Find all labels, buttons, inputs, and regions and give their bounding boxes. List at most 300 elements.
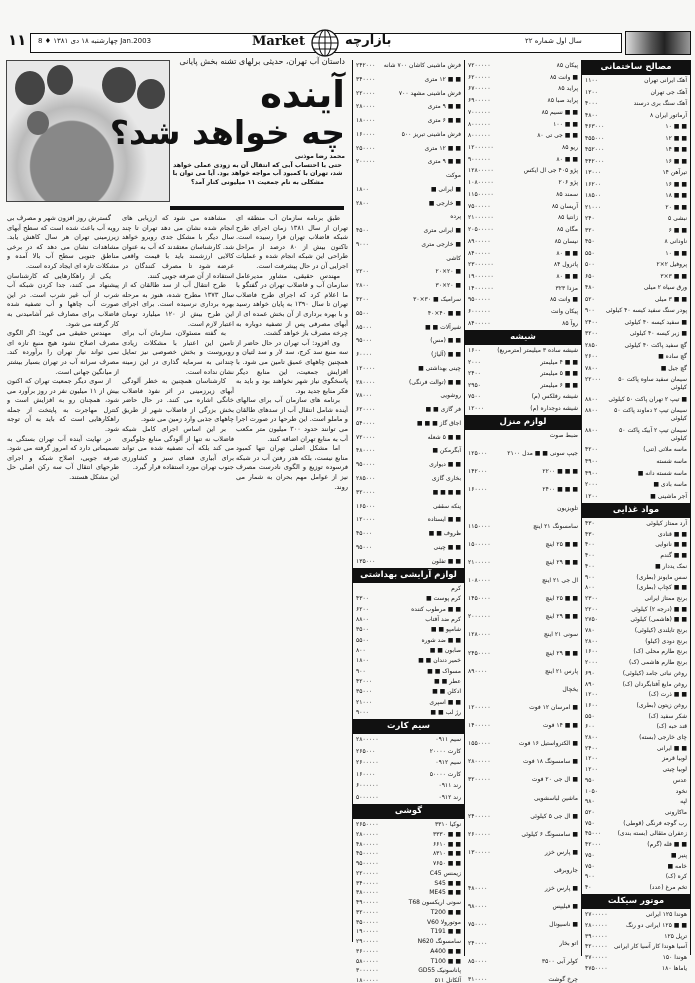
item-price: ۴۸۰۰۰۰	[356, 447, 376, 455]
price-section-header: لوازم آرایشی بهداشتی	[353, 568, 464, 583]
item-name: ظروف ■ ■	[428, 530, 461, 538]
price-row	[585, 77, 687, 85]
item-name: کرم	[451, 585, 461, 592]
item-price: ۹۸۰۰۰۰	[468, 903, 488, 911]
item-name: پارس ۲۱ اینچ	[544, 667, 578, 675]
item-name: گچ سفید پاکت ۴۰ کیلوئی	[624, 341, 687, 349]
item-name: ماسه ملاتی (تنی)	[643, 446, 687, 454]
item-name: ■ ■ ■ ۲۲۰۰	[542, 468, 578, 476]
item-name: اتو بخار	[559, 939, 578, 947]
item-name: ■ ■ ■ ۲۴۰۰	[542, 486, 578, 494]
item-price: ۴۰۰۰	[585, 100, 598, 108]
price-row	[585, 493, 687, 501]
price-row	[585, 169, 687, 177]
price-section-header: مواد غذایی	[582, 503, 690, 518]
article-paragraph: طبق برنامه سازمان آب منطقه ای تهران از سال ۱۳۸۱ زمان اجرای طرح شبکه فاضلاب تهران فرا رسیده است. تاکنون بیش از ۸۰ درصد از مراحل طراحی این شبکه انجام شده و عملیات اجرایی آن در حال پیشرفت است.	[236, 214, 348, 270]
price-row	[356, 637, 461, 645]
price-row	[356, 967, 461, 975]
item-price: ۲۰۵۰۰۰۰۰	[468, 226, 494, 234]
item-price: ۸۵۰۰۰۰	[468, 957, 488, 965]
item-price: ۲۴۰۰	[468, 370, 481, 378]
item-price: ۴۰۰	[585, 541, 595, 549]
item-price: ۶۰۰۰۰۰۰	[468, 308, 491, 316]
price-row	[585, 659, 687, 667]
item-price: ۱۱۵۰۰۰۰۰	[468, 190, 494, 198]
item-name: آرماتور ایران ۸	[649, 111, 687, 119]
price-row	[356, 928, 461, 936]
item-price: ۲۳۰۰۰۰۰۰	[468, 261, 494, 269]
price-row	[468, 921, 578, 929]
item-name: مسواک ■ ■	[427, 667, 461, 675]
item-price: ۲۲۰۰	[585, 605, 598, 613]
price-row	[468, 722, 578, 730]
item-name: ضبط صوت	[549, 432, 578, 439]
price-row	[585, 852, 687, 860]
price-row	[585, 574, 687, 582]
item-price: ۱۲۰۰۰۰	[356, 516, 376, 524]
item-name: پروفیل ۲×۲	[656, 261, 687, 269]
price-row	[468, 704, 578, 712]
item-price: ۲۸۰۰۰۰۰	[356, 830, 379, 838]
item-price: ۶۹۰	[585, 669, 595, 677]
price-row	[468, 405, 578, 413]
item-name: مگان ۸۵	[556, 226, 578, 234]
item-name: ■ ■ نسیم ۸۵	[541, 108, 578, 116]
price-row	[468, 668, 578, 676]
item-name: ماسه شسته دانه ■	[637, 469, 687, 477]
price-row	[356, 938, 461, 946]
item-price: ۲۸۰۰۰۰	[356, 103, 376, 111]
price-list	[582, 75, 690, 503]
price-row	[585, 307, 687, 315]
item-name: ورق سیاه ۲ میلی	[643, 284, 687, 292]
item-price: ۵۸۰۰۰۰۰	[356, 957, 379, 965]
item-name: ■ ■ ۳×۳	[660, 272, 687, 280]
price-row	[356, 62, 461, 70]
item-price: ۳۵۰۰۰۰۰	[356, 918, 379, 926]
price-row	[585, 407, 687, 423]
article-column-2	[122, 214, 234, 976]
item-price: ۱۳۰۰۰	[585, 169, 602, 177]
item-name: ■ ■ (مس)	[430, 337, 461, 345]
item-price: ۲۸۰۰۰۰۰	[585, 921, 608, 929]
item-name: نخود	[675, 787, 687, 795]
price-row	[356, 606, 461, 614]
price-row	[585, 734, 687, 742]
item-price: ۵۴۰۰۰۰	[356, 419, 376, 427]
item-price: ۴۰۰	[585, 552, 595, 560]
price-row	[585, 954, 687, 962]
item-name: ■ خارجی متری	[421, 240, 461, 248]
price-row	[468, 523, 578, 531]
price-row	[468, 958, 578, 966]
item-price: ۴۸۰۰۰۰۰	[356, 840, 379, 848]
item-name: ■ ■ ۲۹ اینچ	[545, 558, 578, 566]
item-name: یاماها ۱۸۰	[661, 964, 687, 972]
item-name: سیمان تیپ ۲ دماوند پاکت ۵۰ کیلوئی	[614, 407, 687, 423]
item-price: ۱۲۰۰	[585, 492, 598, 500]
price-row	[356, 503, 461, 511]
price-row	[356, 530, 461, 538]
price-row	[468, 370, 578, 378]
price-row	[468, 320, 578, 328]
price-row	[585, 100, 687, 108]
price-row	[356, 282, 461, 290]
item-price: ۴۸۰	[585, 284, 595, 292]
price-row	[468, 505, 578, 513]
item-price: ۷۲۰۰۰۰۰	[468, 62, 491, 69]
item-name: رند ۰۹۱۲	[438, 793, 461, 801]
item-name: ■ سامسونگ ۶ کیلوئی	[521, 830, 578, 838]
item-name: برنج طارم هاشمی (ک)	[628, 659, 687, 667]
price-row	[585, 330, 687, 338]
item-name: نیسان ۸۵	[554, 237, 578, 245]
price-row	[585, 606, 687, 614]
price-section-header: گوشی	[353, 804, 464, 819]
price-row	[356, 889, 461, 897]
price-row	[468, 686, 578, 694]
price-row	[356, 255, 461, 263]
price-row	[356, 919, 461, 927]
item-price: ۱۰۵۰	[585, 787, 598, 795]
item-name: برنج طارم محلی (ک)	[633, 648, 687, 656]
item-price: ۲۲۰۰	[356, 268, 369, 276]
item-name: برنج تایلندی (کیلوئی)	[634, 627, 687, 635]
item-price: ۲۴۰	[585, 215, 595, 223]
item-name: آبگرمکن ■	[432, 447, 461, 455]
price-row	[585, 376, 687, 392]
price-row	[468, 795, 578, 803]
price-row	[585, 353, 687, 361]
price-row	[585, 723, 687, 731]
item-name: آهک جی تهران	[650, 88, 687, 96]
item-name: موکت	[445, 172, 461, 180]
item-name: کرم ضد آفتاب	[425, 615, 461, 623]
item-price: ۴۵۰	[585, 238, 595, 246]
price-row	[585, 342, 687, 350]
price-row	[585, 830, 687, 838]
price-row	[585, 563, 687, 571]
item-name: برنج ممتاز ایرانی	[644, 594, 687, 602]
item-name: پیکان ۸۵	[556, 62, 578, 69]
price-row	[468, 144, 578, 152]
item-name: آریسان ۸۵	[551, 202, 578, 210]
item-price: ۲۷۵۰	[585, 616, 598, 624]
item-price: ۸۵۰۰۰	[356, 323, 373, 331]
item-price: ۹۵۰	[585, 776, 595, 784]
price-row	[468, 813, 578, 821]
item-price: ۵۰۰۰۰۰۰	[356, 793, 379, 801]
item-price: ۱۲۸۰۰۰۰	[468, 631, 491, 639]
item-price: ۴۰۰	[585, 562, 595, 570]
price-row	[356, 117, 461, 125]
item-name: اجاق گاز ■ ■ ■	[416, 419, 461, 427]
price-row	[356, 699, 461, 707]
item-price: ۲۲۰۰۰	[585, 376, 602, 384]
item-name: ■ ■ ۶ میلیمتر	[540, 381, 578, 389]
price-list	[353, 734, 464, 804]
price-row	[585, 766, 687, 774]
price-row	[356, 103, 461, 111]
price-row	[585, 922, 687, 930]
price-row	[356, 782, 461, 790]
item-price: ۳۴۰۰۰۰	[356, 75, 376, 83]
item-price: ۱۵۰۰۰۰۰	[468, 540, 491, 548]
item-price: ۸۰۰۰۰۰۰	[468, 132, 491, 140]
price-row	[468, 359, 578, 367]
price-row	[585, 873, 687, 881]
price-row	[585, 273, 687, 281]
article-paragraph: یکی از راهکارهایی که کارشناسان پیشنهاد می کنند، جدا کردن شبکه آب شرب از آب غیر شرب است. در این صورت آب چاهها و آب تصفیه شده فاضلاب برای مصارف غیر آشامیدنی به کار گرفته می شود.	[7, 271, 119, 328]
item-name: مزدا ۳۲۳	[555, 284, 578, 292]
item-name: فرش ماشینی تبریز ۵۰۰	[401, 130, 461, 138]
item-name: نبشی ۵	[668, 215, 687, 223]
price-row	[468, 885, 578, 893]
item-price: ۱۲۵۰۰۰	[468, 450, 488, 458]
price-row	[585, 863, 687, 871]
item-name: آهک سنگ بری درسند	[633, 100, 687, 108]
item-price: ۶۵۰	[585, 272, 595, 280]
item-name: پراید صبا ۸۵	[547, 97, 578, 105]
item-name: لوبیا قرمز	[662, 755, 687, 763]
item-name: ■ ■ ۵ شعله	[427, 433, 461, 441]
price-row	[468, 613, 578, 621]
price-row	[468, 285, 578, 293]
price-list	[465, 430, 581, 983]
item-price: ۲۱۰۰۰۰۰۰	[468, 214, 494, 222]
item-name: پودر سنگ سفید کیسه ۴۰ کیلوئی	[605, 307, 687, 315]
price-row	[356, 626, 461, 634]
item-price: ۲۴۰۰	[585, 318, 598, 326]
item-price: ۹۵۰۰۰	[356, 337, 373, 345]
price-row	[468, 631, 578, 639]
item-price: ۶۰۰۰۰	[356, 351, 373, 359]
item-price: ۲۶۵۰۰۰۰	[356, 821, 379, 828]
item-name: سمند ۸۵	[556, 190, 578, 198]
price-row	[356, 831, 461, 839]
item-name: ■ تیپ ۲ تهران پاکت ۵۰ کیلوئی	[608, 395, 687, 403]
section-title-fa: بازارچه	[345, 33, 392, 48]
price-row	[356, 213, 461, 221]
item-name: ■ ■ ۲۵ اینچ	[545, 595, 578, 603]
item-price: ۴۳۰	[585, 520, 595, 527]
item-price: ۲۱۰۰۰	[585, 203, 602, 211]
item-name: ■ ■ ۱۲ متری	[424, 144, 461, 152]
item-price: ۱۴۲۰۰۰	[468, 468, 488, 476]
price-row	[585, 365, 687, 373]
price-list	[582, 909, 690, 975]
item-name: گچ ساده ■	[658, 353, 687, 361]
price-row	[585, 192, 687, 200]
price-row	[468, 903, 578, 911]
item-name: سونی ۲۱ اینچ	[543, 631, 578, 639]
price-row	[585, 755, 687, 763]
item-price: ۸۹۰۰۰۰۰	[468, 237, 491, 245]
item-name: تریل ۱۲۵	[664, 932, 687, 940]
price-row	[356, 709, 461, 717]
item-price: ۲۴۰۰۰۰۰	[468, 812, 491, 820]
price-row	[356, 475, 461, 483]
headline-line-2: چه خواهد شد؟	[109, 113, 345, 152]
price-row	[468, 191, 578, 199]
item-name: ■ ال جی ۲۰ فوت	[531, 776, 578, 784]
item-name: کره (ک)	[665, 873, 687, 881]
price-row	[585, 943, 687, 951]
item-name: ■ ■ مرطوب کننده	[411, 605, 461, 613]
price-row	[585, 552, 687, 560]
item-price: ۸۰۰	[585, 584, 595, 592]
item-price: ۳۲۰۰۰۰۰	[356, 908, 379, 916]
item-price: ۱۹۰۰۰۰۰۰	[468, 272, 494, 280]
item-name: رند ۰۹۱۱	[438, 782, 461, 790]
price-row	[356, 544, 461, 552]
page-number: ۱۱	[8, 31, 27, 49]
item-name: پراید ۸۵	[558, 85, 578, 93]
price-row	[585, 777, 687, 785]
item-name: ■ ■ ۲۹ اینچ	[545, 613, 578, 621]
price-row	[585, 584, 687, 592]
item-price: ۴۰	[585, 883, 592, 891]
price-row	[356, 558, 461, 566]
price-row	[356, 977, 461, 983]
price-row	[468, 156, 578, 164]
price-section-header: شیشه	[465, 330, 581, 345]
price-row	[585, 911, 687, 919]
price-row	[356, 794, 461, 802]
item-price: ۴۲۰۰	[356, 296, 369, 304]
item-price: ۴۹۰۰	[585, 457, 598, 465]
item-price: ۴۵۰۰۰	[356, 530, 373, 538]
item-price: ۳۵۰۰	[356, 626, 369, 634]
item-price: ۱۸۵۰۰	[585, 192, 602, 200]
item-name: ■ ■ ۱۶	[665, 157, 687, 165]
item-price: ۴۹۰۰۰۰۰	[356, 899, 379, 906]
price-row	[356, 595, 461, 603]
item-name: ■ ■ ۳ میلی	[654, 295, 687, 303]
price-row	[356, 406, 461, 414]
item-price: ۲۴۰۰	[585, 744, 598, 752]
item-price: ۸۹۰	[585, 680, 595, 688]
item-name: ■ ■ ۸۰	[556, 249, 578, 257]
price-row	[585, 691, 687, 699]
item-price: ۴۳۰۰	[356, 595, 369, 603]
item-price: ۷۵۰	[585, 851, 595, 859]
item-name: ■ ایرانی متری	[423, 227, 461, 235]
item-price: ۱۴۵۰۰۰۰	[468, 595, 491, 603]
article-paragraph: بر این اساس اجرای کامل شبکه فاضلاب نه تنها از آلودگی منابع جلوگیری می کند بلکه آب تصفیه شده می تواند برای آبیاری فضای سبز و کشاورزی جنوب تهران مورد استفاده قرار گیرد.	[122, 425, 234, 472]
item-price: ۲۸۰۰	[585, 637, 598, 645]
item-name: آرد ممتاز کیلوئی	[646, 520, 687, 527]
item-price: ۲۳۰۰	[585, 594, 598, 602]
price-row	[356, 461, 461, 469]
item-name: ■ ■ ۱۸	[665, 192, 687, 200]
item-price: ۲۷۰۰۰۰۰	[585, 911, 608, 918]
price-row	[585, 595, 687, 603]
price-row	[468, 132, 578, 140]
item-price: ۱۲۰۰۰۰۰۰	[468, 144, 494, 152]
item-name: فرش ماشینی مشهد ۷۰۰	[398, 89, 461, 97]
item-name: صابون ■ ■	[429, 646, 461, 654]
item-name: سامسونگ N620	[417, 938, 461, 945]
item-name: ■ ■ ۱۴	[665, 146, 687, 154]
item-name: سیم ۰۹۱۲	[435, 759, 461, 767]
item-price: ۳۵۰۰۰	[356, 688, 373, 696]
item-name: خامه ■	[667, 862, 687, 870]
item-name: رب گوجه فرنگی (قوطی)	[623, 819, 687, 827]
price-row	[585, 261, 687, 269]
price-row	[585, 681, 687, 689]
item-price: ۸۸۰۰	[585, 395, 598, 403]
item-name: ■ الکترواستیل ۱۶ فوت	[518, 740, 578, 748]
price-row	[356, 909, 461, 917]
item-name: یخچال	[562, 685, 578, 693]
item-name: ■ ناسیونال	[549, 921, 578, 929]
item-price: ۲۰۰۰۰۰	[356, 158, 376, 166]
price-row	[468, 203, 578, 211]
price-row	[468, 595, 578, 603]
price-section-header: موتور سیکلت	[582, 894, 690, 909]
item-price: ۲۹۰۰۰۰۰	[356, 938, 379, 945]
item-name: ■ ■ ۷۶۵۰	[432, 860, 461, 867]
price-row	[585, 481, 687, 489]
item-price: ۸۸۰۰	[585, 407, 598, 415]
item-name: ناودانی ۸	[664, 238, 687, 246]
price-row	[356, 771, 461, 779]
price-row	[468, 214, 578, 222]
article-paragraph: گسترش روز افزون شهر و مصرف بی رویه آب باعث شده است که سطح آبهای زیرزمینی تهران هر سال کاهش یابد. مشاهدات نشان می دهد که در برخی مناطق جنوبی سطح آب بالا آمده و مشکلات تازه ای ایجاد کرده است.	[7, 214, 119, 270]
price-row	[468, 296, 578, 304]
item-name: پرده	[450, 213, 461, 221]
item-name: رژ لب ■ ■	[430, 708, 461, 716]
price-row	[468, 559, 578, 567]
price-row	[468, 541, 578, 549]
price-row	[468, 577, 578, 585]
article-column-1	[236, 214, 348, 976]
price-row	[585, 616, 687, 624]
item-price: ۷۸۰	[585, 627, 595, 635]
item-name: پنیر ■	[670, 851, 687, 859]
article-paragraph: وی افزود: آب تهران در حال حاضر از سه منبع سد کرج، سد لار و سد لتیان و همچنین چاههای عمیق تامین می شود. با افزایش جمعیت، این منابع دیگر پاسخگوی نیاز شهر نخواهند بود و باید به فکر منابع جدید بود.	[236, 338, 348, 395]
item-price: ۴۹۰۰	[585, 469, 598, 477]
item-name: ■ ■ فله (گرم)	[647, 841, 687, 849]
price-row	[356, 337, 461, 345]
headline-line-1: آینده	[260, 73, 345, 116]
price-row	[468, 62, 578, 70]
price-row	[585, 446, 687, 454]
item-price: ۲۰۰۰	[585, 481, 598, 489]
item-name: ماسه شسته	[656, 457, 687, 465]
item-name: ■ سامسونگ ۱۸ فوت	[522, 758, 578, 766]
price-row	[585, 702, 687, 710]
price-row	[585, 427, 687, 443]
price-row	[585, 296, 687, 304]
item-price: ۵۲۰	[585, 808, 595, 816]
price-row	[468, 97, 578, 105]
price-row	[585, 745, 687, 753]
item-name: ■ ■ ضد شوره	[421, 636, 461, 644]
item-price: ۳۲۰	[585, 226, 595, 234]
item-name: ■ ■ ■ ■	[432, 488, 461, 496]
item-name: ■ ■ ۱۴ فوت	[542, 722, 578, 729]
item-name: ماسه بادی ■	[653, 481, 687, 489]
price-row	[356, 420, 461, 428]
item-price: ۹۵۰۰۰	[356, 543, 373, 551]
price-row	[585, 396, 687, 404]
issue-date: چهارشنبه ۱۸ دی ۱۳۸۱ ♦ 8 Jan.2003	[38, 37, 152, 45]
article-paragraph: از سوی دیگر جمعیت تهران که اکنون بیش از ۱۱ میلیون نفر در روز برآورد می شود، همچنان رو به افزایش است و کنترل مهاجرت به پایتخت از جمله راهکارهایی است که باید به آن توجه شود.	[7, 377, 119, 434]
item-name: پیکان وانت	[550, 308, 578, 316]
item-name: ■ ■ جی تی ۸۰	[537, 132, 578, 140]
